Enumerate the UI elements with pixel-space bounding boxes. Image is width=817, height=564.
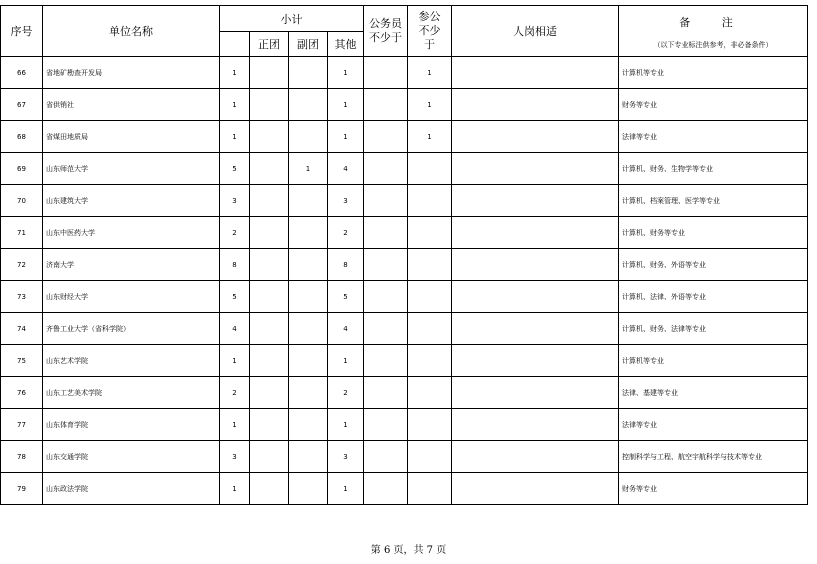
cell-qita: 4 [328, 153, 364, 185]
cell-unit-name: 齐鲁工业大学（省科学院） [43, 313, 220, 345]
cell-remark: 控制科学与工程、航空宇航科学与技术等专业 [619, 441, 808, 473]
cell-civil-servant [364, 249, 408, 281]
cell-civil-servant [364, 121, 408, 153]
cell-qita: 5 [328, 281, 364, 313]
cell-job-fit [452, 153, 619, 185]
cell-qita: 3 [328, 185, 364, 217]
cell-cangong [408, 153, 452, 185]
table-row [1, 185, 808, 217]
cell-futuan [289, 345, 328, 377]
cell-futuan [289, 217, 328, 249]
cell-total: 5 [220, 153, 250, 185]
cell-qita: 1 [328, 345, 364, 377]
table-row [1, 345, 808, 377]
cell-futuan [289, 377, 328, 409]
cell-unit-name: 省地矿勘查开发局 [43, 57, 220, 89]
cell-unit-name: 山东交通学院 [43, 441, 220, 473]
remarks-title: 备 注 [679, 16, 747, 29]
table-row [1, 121, 808, 153]
cell-remark: 计算机、财务、生物学等专业 [619, 153, 808, 185]
cell-cangong: 1 [408, 121, 452, 153]
header-futuan: 副团 [289, 32, 328, 57]
cell-zhengtuan [250, 473, 289, 505]
cell-civil-servant [364, 313, 408, 345]
cell-unit-name: 山东中医药大学 [43, 217, 220, 249]
cell-total: 8 [220, 249, 250, 281]
cell-unit-name: 山东财经大学 [43, 281, 220, 313]
cell-cangong [408, 281, 452, 313]
cell-zhengtuan [250, 57, 289, 89]
cell-job-fit [452, 249, 619, 281]
cell-futuan [289, 89, 328, 121]
cell-remark: 计算机等专业 [619, 57, 808, 89]
cell-unit-name: 山东体育学院 [43, 409, 220, 441]
table-row [1, 249, 808, 281]
cell-total: 4 [220, 313, 250, 345]
header-subtotal: 小计 [220, 6, 364, 32]
cell-seq: 75 [1, 345, 43, 377]
cell-zhengtuan [250, 153, 289, 185]
cell-zhengtuan [250, 345, 289, 377]
cell-qita: 1 [328, 57, 364, 89]
cell-futuan [289, 409, 328, 441]
cell-cangong [408, 185, 452, 217]
cell-qita: 1 [328, 473, 364, 505]
cell-seq: 73 [1, 281, 43, 313]
header-seq: 序号 [1, 6, 43, 57]
cell-unit-name: 省煤田地质局 [43, 121, 220, 153]
page-number: 第 6 页，共 7 页 [370, 545, 447, 556]
cell-zhengtuan [250, 313, 289, 345]
cell-remark: 计算机、财务等专业 [619, 217, 808, 249]
table-row [1, 217, 808, 249]
cell-qita: 2 [328, 377, 364, 409]
cell-unit-name: 山东艺术学院 [43, 345, 220, 377]
cell-civil-servant [364, 441, 408, 473]
table-row [1, 409, 808, 441]
cell-zhengtuan [250, 377, 289, 409]
cell-cangong: 1 [408, 57, 452, 89]
header-cangong: 参公不少于 [408, 6, 452, 57]
cell-cangong [408, 441, 452, 473]
cell-seq: 66 [1, 57, 43, 89]
cell-futuan [289, 249, 328, 281]
cell-total: 2 [220, 217, 250, 249]
cell-seq: 67 [1, 89, 43, 121]
cell-total: 1 [220, 345, 250, 377]
cell-seq: 71 [1, 217, 43, 249]
table-body [1, 57, 808, 505]
cell-job-fit [452, 441, 619, 473]
cell-civil-servant [364, 217, 408, 249]
cell-total: 2 [220, 377, 250, 409]
cell-total: 3 [220, 441, 250, 473]
cell-remark: 法律、基建等专业 [619, 377, 808, 409]
cell-zhengtuan [250, 185, 289, 217]
cell-zhengtuan [250, 409, 289, 441]
personnel-table [0, 5, 808, 505]
cell-zhengtuan [250, 89, 289, 121]
cell-qita: 1 [328, 89, 364, 121]
cell-zhengtuan [250, 121, 289, 153]
header-sub-blank [220, 32, 250, 57]
cell-remark: 财务等专业 [619, 89, 808, 121]
cell-remark: 计算机、法律、外语等专业 [619, 281, 808, 313]
cell-job-fit [452, 313, 619, 345]
cell-civil-servant [364, 377, 408, 409]
cell-futuan: 1 [289, 153, 328, 185]
cell-job-fit [452, 89, 619, 121]
cell-civil-servant [364, 153, 408, 185]
cell-cangong [408, 249, 452, 281]
cell-civil-servant [364, 281, 408, 313]
cell-job-fit [452, 345, 619, 377]
cell-seq: 72 [1, 249, 43, 281]
cell-futuan [289, 473, 328, 505]
cell-remark: 计算机、财务、外语等专业 [619, 249, 808, 281]
cell-civil-servant [364, 57, 408, 89]
cell-zhengtuan [250, 281, 289, 313]
cell-job-fit [452, 409, 619, 441]
cell-job-fit [452, 217, 619, 249]
cell-unit-name: 山东工艺美术学院 [43, 377, 220, 409]
cell-cangong [408, 217, 452, 249]
table-row [1, 57, 808, 89]
cell-zhengtuan [250, 441, 289, 473]
cell-futuan [289, 57, 328, 89]
table-row [1, 377, 808, 409]
cell-qita: 1 [328, 121, 364, 153]
table-row [1, 153, 808, 185]
cell-total: 1 [220, 57, 250, 89]
cell-seq: 76 [1, 377, 43, 409]
header-civil-servant: 公务员不少于 [364, 6, 408, 57]
cell-unit-name: 山东政法学院 [43, 473, 220, 505]
cell-seq: 70 [1, 185, 43, 217]
cell-futuan [289, 281, 328, 313]
cell-remark: 计算机、档案管理、医学等专业 [619, 185, 808, 217]
table-row [1, 473, 808, 505]
cell-seq: 78 [1, 441, 43, 473]
cell-remark: 计算机等专业 [619, 345, 808, 377]
cell-remark: 计算机、财务、法律等专业 [619, 313, 808, 345]
cell-futuan [289, 185, 328, 217]
cell-job-fit [452, 57, 619, 89]
header-zhengtuan: 正团 [250, 32, 289, 57]
cell-seq: 77 [1, 409, 43, 441]
cell-qita: 4 [328, 313, 364, 345]
cell-total: 1 [220, 473, 250, 505]
cell-civil-servant [364, 345, 408, 377]
cell-qita: 2 [328, 217, 364, 249]
cell-cangong [408, 313, 452, 345]
cell-zhengtuan [250, 217, 289, 249]
table-row [1, 441, 808, 473]
cell-remark: 法律等专业 [619, 409, 808, 441]
cell-futuan [289, 313, 328, 345]
table-row [1, 89, 808, 121]
cell-job-fit [452, 281, 619, 313]
cell-job-fit [452, 473, 619, 505]
header-qita: 其他 [328, 32, 364, 57]
header-job-fit: 人岗相适 [452, 6, 619, 57]
cell-seq: 68 [1, 121, 43, 153]
cell-qita: 1 [328, 409, 364, 441]
cell-cangong [408, 345, 452, 377]
cell-futuan [289, 441, 328, 473]
cell-total: 5 [220, 281, 250, 313]
cell-unit-name: 山东师范大学 [43, 153, 220, 185]
cell-qita: 3 [328, 441, 364, 473]
cell-job-fit [452, 121, 619, 153]
cell-cangong: 1 [408, 89, 452, 121]
cell-seq: 74 [1, 313, 43, 345]
cell-civil-servant [364, 473, 408, 505]
header-unit-name: 单位名称 [43, 6, 220, 57]
cell-seq: 69 [1, 153, 43, 185]
cell-remark: 财务等专业 [619, 473, 808, 505]
remarks-subtitle: （以下专业标注供参考，非必备条件） [653, 41, 773, 49]
cell-cangong [408, 409, 452, 441]
cell-total: 1 [220, 89, 250, 121]
cell-remark: 法律等专业 [619, 121, 808, 153]
cell-unit-name: 济南大学 [43, 249, 220, 281]
header-remarks [619, 6, 808, 57]
table-row [1, 281, 808, 313]
cell-futuan [289, 121, 328, 153]
cell-total: 3 [220, 185, 250, 217]
cell-total: 1 [220, 121, 250, 153]
cell-job-fit [452, 185, 619, 217]
cell-cangong [408, 377, 452, 409]
cell-cangong [408, 473, 452, 505]
table-row [1, 313, 808, 345]
cell-qita: 8 [328, 249, 364, 281]
cell-zhengtuan [250, 249, 289, 281]
cell-civil-servant [364, 409, 408, 441]
cell-seq: 79 [1, 473, 43, 505]
cell-civil-servant [364, 89, 408, 121]
cell-unit-name: 山东建筑大学 [43, 185, 220, 217]
cell-unit-name: 省供销社 [43, 89, 220, 121]
cell-job-fit [452, 377, 619, 409]
cell-civil-servant [364, 185, 408, 217]
cell-total: 1 [220, 409, 250, 441]
